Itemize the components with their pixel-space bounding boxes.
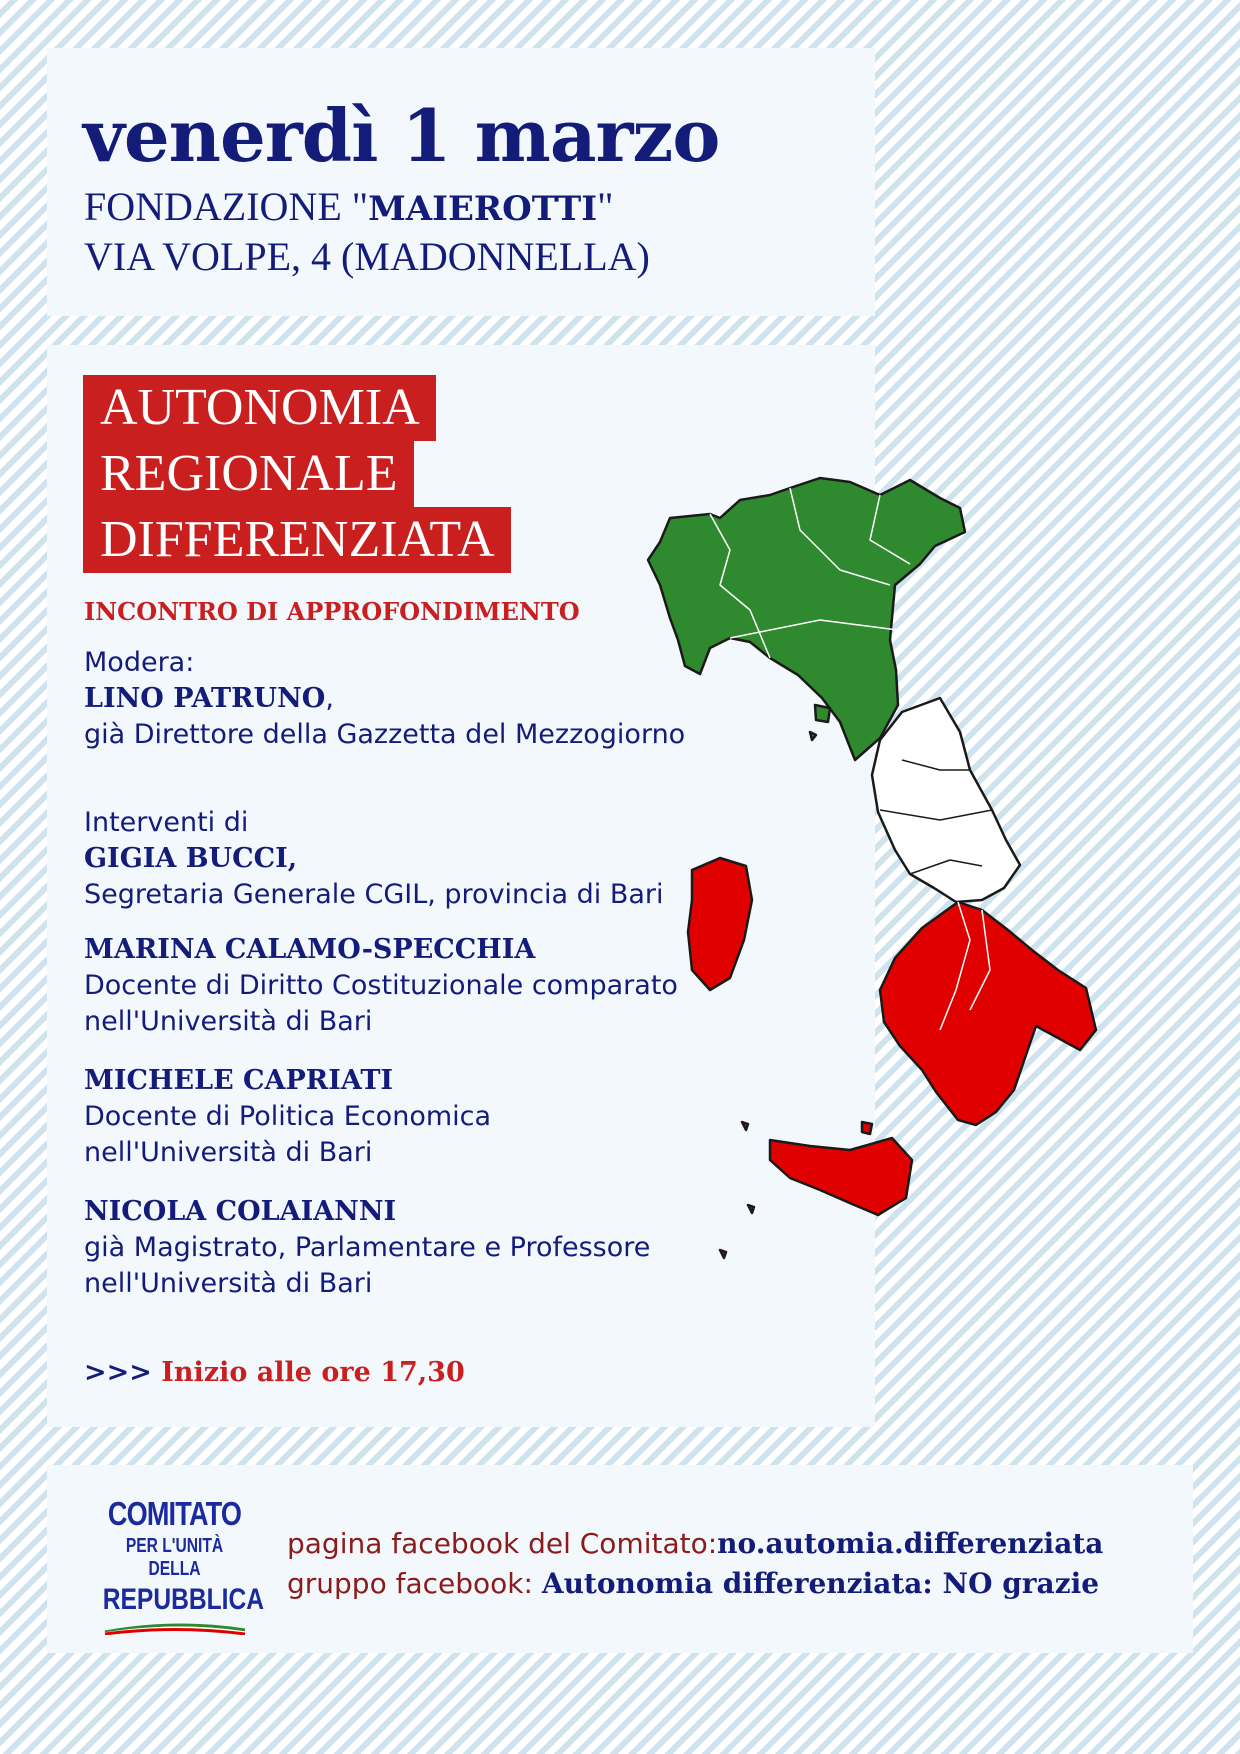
footer-panel xyxy=(47,1465,1193,1653)
facebook-group-label: gruppo facebook: xyxy=(287,1567,533,1600)
facebook-page-line xyxy=(287,1527,1103,1560)
elba-island xyxy=(815,705,830,722)
start-time-line xyxy=(84,1357,465,1388)
logo-line-2: PER L'UNITÀ DELLA xyxy=(125,1535,224,1580)
speakers-label: Interventi di xyxy=(84,807,249,838)
italy-map xyxy=(640,470,1210,1370)
speaker-role: nell'Università di Bari xyxy=(84,1268,373,1299)
speaker-name: GIGIA BUCCI, xyxy=(84,843,298,874)
title-line-3: DIFFERENZIATA xyxy=(83,507,511,573)
speakers-intro xyxy=(84,805,664,913)
speaker-name: NICOLA COLAIANNI xyxy=(84,1196,397,1227)
venue-prefix: FONDAZIONE " xyxy=(84,184,369,229)
small-island xyxy=(862,1122,872,1134)
small-island xyxy=(742,1122,748,1130)
speaker-block xyxy=(84,1063,491,1171)
moderator-block xyxy=(84,645,685,753)
moderator-name: LINO PATRUNO xyxy=(84,683,326,714)
moderator-name-suffix: , xyxy=(325,683,334,714)
central-italy-region xyxy=(872,698,1020,902)
speaker-block xyxy=(84,932,678,1040)
speaker-role: Segretaria Generale CGIL, provincia di Bari xyxy=(84,879,664,910)
arrows-icon: >>> xyxy=(84,1357,152,1388)
small-island xyxy=(810,732,816,740)
venue-suffix: " xyxy=(597,184,614,229)
facebook-page-link[interactable]: no.automia.differenziata xyxy=(717,1527,1104,1560)
tricolor-swoosh-icon xyxy=(100,1621,250,1635)
speaker-role: già Magistrato, Parlamentare e Professore xyxy=(84,1232,651,1263)
event-subtitle: INCONTRO DI APPROFONDIMENTO xyxy=(84,597,580,626)
title-line-1: AUTONOMIA xyxy=(83,375,436,441)
title-line-2: REGIONALE xyxy=(83,441,414,507)
start-time: Inizio alle ore 17,30 xyxy=(161,1357,465,1388)
logo-line-3: REPUBBLICA xyxy=(102,1583,265,1616)
moderator-role: già Direttore della Gazzetta del Mezzogiorno xyxy=(84,719,686,750)
logo-line-1: COMITATO xyxy=(107,1495,242,1532)
small-island xyxy=(720,1250,726,1258)
speaker-role: nell'Università di Bari xyxy=(84,1137,373,1168)
sicily-island xyxy=(770,1138,912,1215)
speaker-role: nell'Università di Bari xyxy=(84,1006,373,1037)
speaker-role: Docente di Politica Economica xyxy=(84,1101,492,1132)
moderator-label: Modera: xyxy=(84,647,195,678)
facebook-group-link[interactable]: Autonomia differenziata: NO grazie xyxy=(541,1567,1100,1600)
event-date: venerdì 1 marzo xyxy=(83,93,720,178)
speaker-name: MARINA CALAMO-SPECCHIA xyxy=(84,934,536,965)
southern-italy-region xyxy=(880,902,1096,1125)
facebook-page-label: pagina facebook del Comitato: xyxy=(287,1527,718,1560)
facebook-group-line xyxy=(287,1567,1099,1600)
sardinia-island xyxy=(688,858,752,990)
speaker-name: MICHELE CAPRIATI xyxy=(84,1065,394,1096)
committee-logo xyxy=(87,1495,265,1625)
speaker-role: Docente di Diritto Costituzionale comparato xyxy=(84,970,678,1001)
speaker-block xyxy=(84,1194,650,1302)
event-title xyxy=(83,375,511,573)
venue-address: VIA VOLPE, 4 (MADONNELLA) xyxy=(84,234,650,279)
venue-name-line xyxy=(84,183,613,230)
venue-name: MAIEROTTI xyxy=(368,189,598,229)
header-panel xyxy=(47,48,875,316)
small-island xyxy=(748,1205,754,1213)
